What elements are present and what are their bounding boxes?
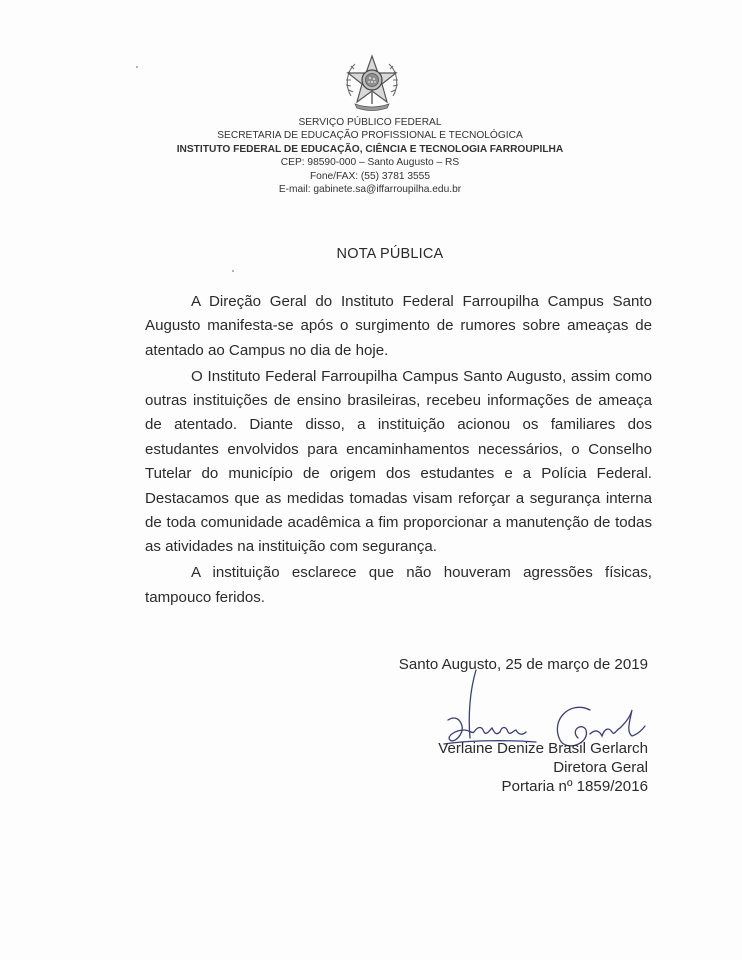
letterhead xyxy=(120,116,620,196)
paragraph: O Instituto Federal Farroupilha Campus Santo Augusto, assim como outras instituições de ensino brasileiras, recebeu informações de ameaça de atentado. Diante disso, a instituição acionou os familiares dos estudantes envolvidos para encaminhamentos necessários, o Conselho Tutelar do município de origem dos estudantes e a Polícia Federal. Destacamos que as medidas tomadas visam reforçar a segurança interna de toda comunidade acadêmica a fim proporcionar a manutenção de todas as atividades na instituição com segurança. xyxy=(145,367,652,556)
letterhead-line-email: E-mail: gabinete.sa@iffarroupilha.edu.br xyxy=(278,184,462,196)
letterhead-line-service: SERVIÇO PÚBLICO FEDERAL xyxy=(298,117,442,128)
letterhead-line-secretariat: SECRETARIA DE EDUCAÇÃO PROFISSIONAL E TECNOLÓGICA xyxy=(217,130,523,142)
document-body xyxy=(145,290,652,611)
signatory-portaria: Portaria nº 1859/2016 xyxy=(501,778,648,795)
signatory-role: Diretora Geral xyxy=(553,759,648,776)
paragraph: A Direção Geral do Instituto Federal Farroupilha Campus Santo Augusto manifesta-se após o surgimento de rumores sobre ameaças de atentado ao Campus no dia de hoje. xyxy=(145,293,652,359)
place-date: Santo Augusto, 25 de março de 2019 xyxy=(398,656,648,673)
signatory-name: Verlaine Denize Brasil Gerlarch xyxy=(438,740,648,757)
scan-speck xyxy=(232,270,234,272)
coat-of-arms-icon xyxy=(341,52,403,114)
document-title: NOTA PÚBLICA xyxy=(336,246,444,262)
paragraph: A instituição esclarece que não houveram agressões físicas, tampouco feridos. xyxy=(145,564,652,606)
letterhead-line-phone: Fone/FAX: (55) 3781 3555 xyxy=(309,170,431,182)
letterhead-line-address: CEP: 98590-000 – Santo Augusto – RS xyxy=(280,157,460,169)
letterhead-line-institute: INSTITUTO FEDERAL DE EDUCAÇÃO, CIÊNCIA E TECNOLOGIA FARROUPILHA xyxy=(176,143,564,155)
scan-speck xyxy=(136,66,138,68)
